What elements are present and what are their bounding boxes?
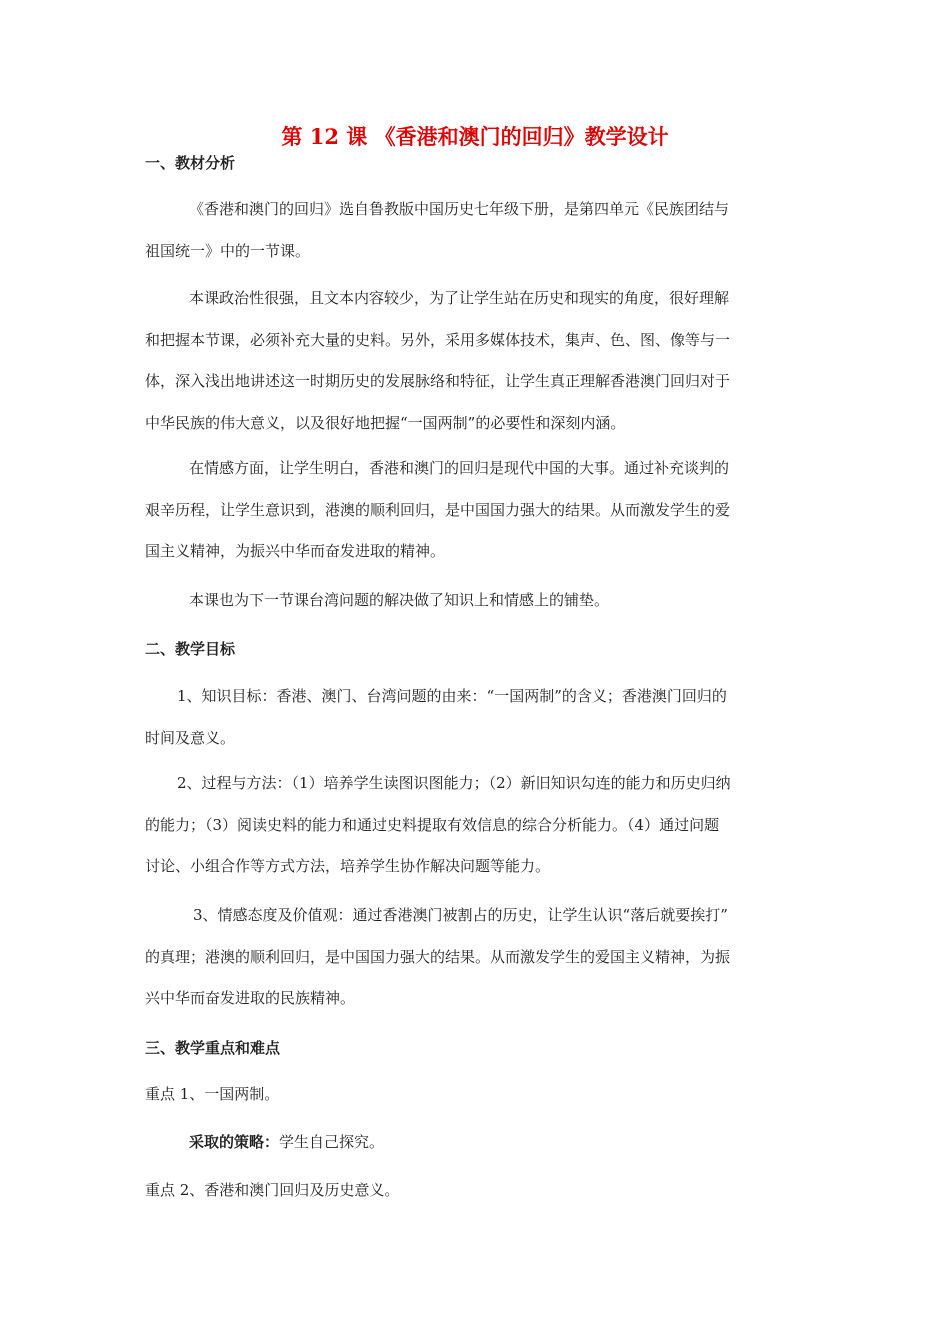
paragraph-line: 体，深入浅出地讲述这一时期历史的发展脉络和特征，让学生真正理解香港澳门回归对于 (145, 372, 731, 390)
paragraph (145, 895, 805, 1020)
paragraph (145, 278, 805, 444)
paragraph-line: 时间及意义。 (145, 728, 236, 747)
paragraph-line: 本课也为下一节课台湾问题的解决做了知识上和情感上的铺垫。 (189, 591, 610, 609)
paragraph-line: 3、情感态度及价值观：通过香港澳门被割占的历史，让学生认识“落后就要挨打” (193, 906, 728, 924)
paragraph-line: 兴中华而奋发进取的民族精神。 (145, 989, 356, 1007)
paragraph-line: 的能力；（3）阅读史料的能力和通过史料提取有效信息的综合分析能力。（4）通过问题 (145, 815, 720, 834)
paragraph-line: 在情感方面，让学生明白，香港和澳门的回归是现代中国的大事。通过补充谈判的 (189, 459, 730, 477)
paragraph-line: 《香港和澳门的回归》选自鲁教版中国历史七年级下册，是第四单元《民族团结与 (189, 200, 730, 218)
paragraph-line: 本课政治性很强，且文本内容较少，为了让学生站在历史和现实的角度，很好理解 (189, 289, 730, 307)
paragraph-line: 国主义精神，为振兴中华而奋发进取的精神。 (145, 542, 446, 560)
section-heading-3: 三、教学重点和难点 (145, 1039, 281, 1057)
strategy-label: 采取的策略： (189, 1133, 280, 1151)
key-point-1: 重点 1、一国两制。 (145, 1085, 280, 1103)
section-heading-1: 一、教材分析 (145, 154, 236, 172)
paragraph-line: 1、知识目标：香港、澳门、台湾问题的由来：“一国两制”的含义；香港澳门回归的 (177, 687, 727, 705)
paragraph-line: 的真理；港澳的顺利回归，是中国国力强大的结果。从而激发学生的爱国主义精神，为振 (145, 947, 731, 966)
paragraph (145, 676, 805, 759)
section-heading-2: 二、教学目标 (145, 640, 236, 658)
paragraph (145, 189, 805, 272)
paragraph (145, 580, 805, 622)
paragraph-line: 讨论、小组合作等方式方法，培养学生协作解决问题等能力。 (145, 857, 551, 875)
key-point-2: 重点 2、香港和澳门回归及历史意义。 (145, 1181, 400, 1199)
paragraph-line: 艰辛历程，让学生意识到，港澳的顺利回归，是中国国力强大的结果。从而激发学生的爱 (145, 500, 731, 519)
paragraph (145, 448, 805, 573)
strategy-text: 学生自己探究。 (279, 1133, 385, 1151)
paragraph-line: 和把握本节课，必须补充大量的史料。另外，采用多媒体技术，集声、色、图、像等与一 (145, 330, 731, 349)
paragraph-line: 2、过程与方法：（1）培养学生读图识图能力；（2）新旧知识勾连的能力和历史归纳 (177, 774, 731, 792)
paragraph-line: 中华民族的伟大意义，以及很好地把握“一国两制”的必要性和深刻内涵。 (145, 413, 626, 432)
document-title: 第 12 课 《香港和澳门的回归》教学设计 (281, 124, 669, 149)
strategy-line (189, 1131, 384, 1153)
paragraph-line: 祖国统一》中的一节课。 (145, 241, 311, 260)
paragraph (145, 763, 805, 888)
